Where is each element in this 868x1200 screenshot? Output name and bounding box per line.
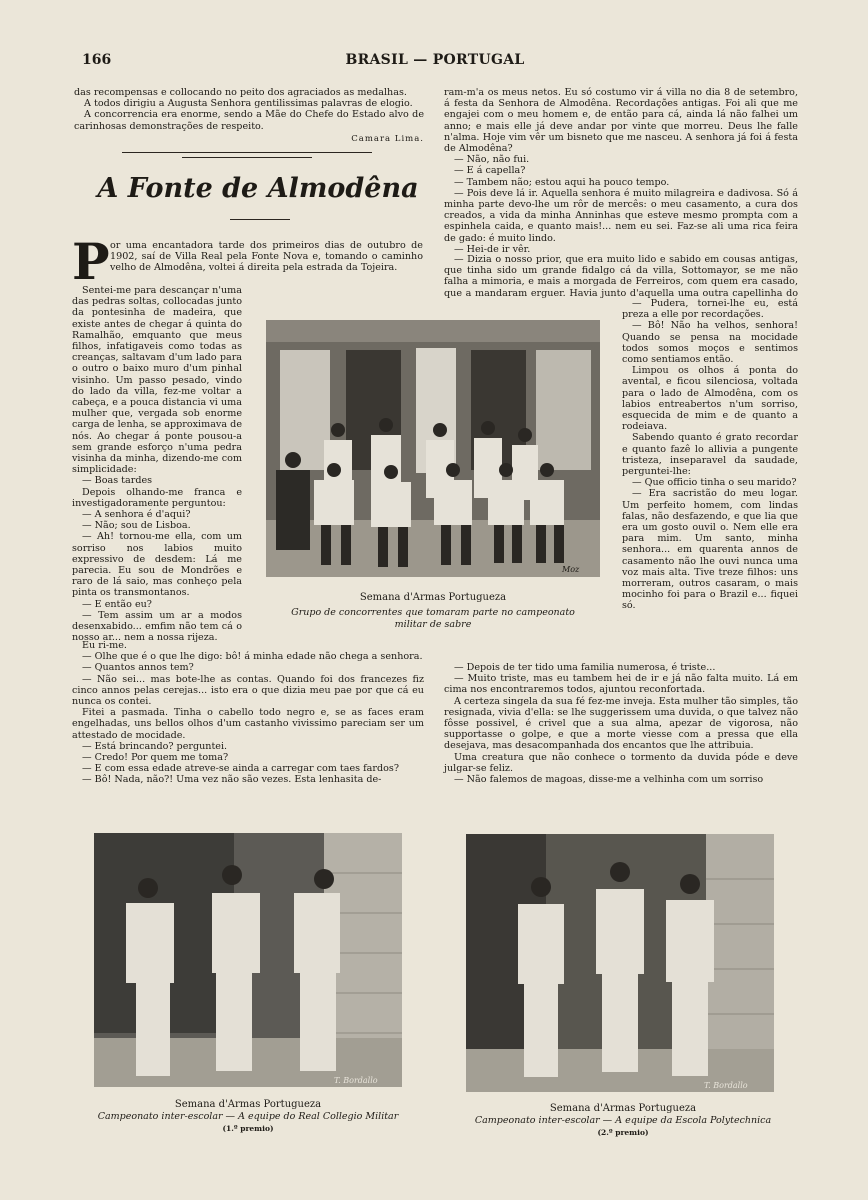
intro-text	[74, 87, 424, 145]
dialogue-line: — A senhora é d'aqui?	[82, 509, 191, 521]
intro-line: A todos dirigiu a Augusta Senhora gentilissimas palavras de elogio.	[84, 98, 413, 110]
dialogue-line: — Muito triste, mas eu tambem hei de ir e já não falta muito. Lá em cima nos encontraremos todos, ajuntou reconfortada.	[444, 673, 798, 696]
caption-subtitle: militar de sabre	[394, 619, 472, 630]
caption-title: Semana d'Armas Portugueza	[549, 1103, 697, 1114]
paragraph: Limpou os olhos á ponta do avental, e ficou silenciosa, voltada para o lado de Almodêna, com os labios entreabertos n'um sorriso, esquecida de mim e de quanto a rodeiava.	[622, 365, 798, 433]
section-divider	[182, 157, 312, 158]
page-header	[72, 52, 798, 72]
dialogue-line: — Quantos annos tem?	[82, 662, 194, 674]
page-number: 166	[82, 52, 112, 68]
right-column-top	[444, 87, 798, 255]
dialogue-line: — E á capella?	[454, 165, 526, 177]
title-underline	[230, 219, 290, 220]
photo-escola-polytechnica	[466, 834, 774, 1092]
dialogue-line: — Pudera, tornei-lhe eu, está preza a elle por recordações.	[622, 298, 798, 321]
paragraph: Uma creatura que não conhece o tormento da duvida póde e deve julgar-se feliz.	[444, 751, 798, 774]
dialogue-line: — Olhe que é o que lhe digo: bô! á minha edade não chega a senhora.	[82, 651, 423, 663]
dialogue-line: — Era sacristão do meu logar. Um perfeito homem, com lindas falas, não desfazendo, e que lia que era um gosto ouvil o. Nem elle era para mim. Um santo, minha senhora... em quarenta annos de casamento não lhe ouvi nunca uma voz mais alta. Tive treze filhos: uns morreram, outros casaram, o mais mocinho foi para o Brazil e... fiquei só.	[622, 488, 798, 612]
left-column-lower	[72, 640, 424, 786]
right-column-lower	[444, 662, 798, 785]
paragraph: ram-m'a os meus netos. Eu só costumo vir á villa no dia 8 de setembro, á festa da Senhora de Almodêna. Recordações antigas. Foi ali que me engajei com o meu homem e, de então para cá, ainda lá não falhei um anno; e mais elle já deve andar por vinte que morreu. Deus lhe falle n'alma. Hoje vim vêr um bisneto que me nasceu. A senhora já foi á festa de Almodêna?	[444, 87, 798, 155]
paragraph: or uma encantadora tarde dos primeiros dias de outubro de 1902, saí de Villa Real pela Fonte Nova e, tomando o caminho velho de Almodêna, voltei á direita pela estrada da Tojeira.	[110, 240, 423, 274]
right-column-mid	[444, 254, 798, 298]
intro-line: das recompensas e collocando no peito dos agraciados as medalhas.	[74, 87, 407, 98]
dialogue-line: — Não sei... mas bote-lhe as contas. Quando foi dos francezes fiz cinco annos pelas cerejas... isto era o que dizia meu pae por que cá eu nunca os contei.	[72, 673, 424, 708]
dialogue-line: — Pois deve lá ir. Aquella senhora é muito milagreira e dadivosa. Só á minha parte devo-lhe um rôr de mercês: o meu casamento, a cura dos creados, a vida da minha Anninhas que esteve mesmo prompta com a espinhela caida, e quanto mais!... nem eu sei. Faz-se ali uma rica feira de gado: é muito lindo.	[444, 187, 798, 244]
dialogue-line: — E então eu?	[82, 598, 152, 610]
paragraph: Depois olhando-me franca e investigadoramente perguntou:	[72, 486, 242, 509]
caption-prize: (1.º premio)	[222, 1124, 274, 1133]
caption-bottom-right	[456, 1103, 790, 1139]
dialogue-line: — Tem assim um ar a modos desenxabido... emfim não tem cá o nosso ar... nem a nossa rijeza.	[72, 609, 242, 644]
photo-fencing-group-image	[266, 320, 600, 577]
masthead: BRASIL — PORTUGAL	[345, 52, 525, 68]
dialogue-line: — Ah! tornou-me ella, com um sorriso nos labios muito expressivo de desdem: Lá me parecia. Eu sou de Mondrões e raro de lá saio, mas conheço pela pinta os transmontanos.	[72, 531, 242, 599]
caption-subtitle: Campeonato inter-escolar — A equipe do Real Collegio Militar	[97, 1111, 399, 1122]
caption-subtitle: Grupo de concorrentes que tomaram parte no campeonato	[291, 607, 575, 618]
caption-title: Semana d'Armas Portugueza	[359, 592, 507, 603]
photo-collegio-militar-image	[94, 833, 402, 1087]
photo-signature: T. Bordallo	[334, 1076, 378, 1085]
left-column-narrow	[72, 285, 242, 644]
dialogue-line: — Bô! Não ha velhos, senhora! Quando se pensa na mocidade todos somos moços e sentimos como sentiamos então.	[622, 320, 798, 366]
paragraph: A certeza singela da sua fé fez-me inveja. Esta mulher tão simples, tão resignada, vivia d'ella: se lhe suggerissem uma duvida, o que talvez não fôsse possivel, é crivel que a sua alma, apezar de vigorosa, não supportasse o golpe, e que a morte viesse com a pressa que ella desejava, mas desacompanhada dos encantos que lhe attribuia.	[444, 695, 798, 752]
dialogue-line: — Depois de ter tido uma familia numerosa, é triste...	[454, 662, 716, 673]
section-divider	[122, 152, 372, 153]
caption-subtitle: Campeonato inter-escolar — A equipe da Escola Polytechnica	[474, 1115, 772, 1126]
photo-collegio-militar	[94, 833, 402, 1087]
paragraph: Sabendo quanto é grato recordar e quanto fazê lo allivia a pungente tristeza, inseparavel da saudade, perguntei-lhe:	[622, 432, 798, 478]
dialogue-line: — Tambem não; estou aqui ha pouco tempo.	[454, 176, 670, 188]
caption-bottom-left	[82, 1099, 414, 1135]
caption-title: Semana d'Armas Portugueza	[174, 1099, 322, 1110]
dialogue-line: — E com essa edade atreve-se ainda a carregar com taes fardos?	[82, 763, 399, 775]
photo-signature: T. Bordallo	[704, 1081, 748, 1090]
right-column-narrow	[622, 298, 798, 658]
dialogue-line: — Não falemos de magoas, disse-me a velhinha com um sorriso	[454, 774, 764, 786]
intro-line: A concorrencia era enorme, sendo a Mãe do Chefe do Estado alvo de carinhosas demonstrações de respeito.	[74, 109, 424, 132]
photo-signature: Moz	[562, 565, 580, 574]
intro-signature: Camara Lima.	[351, 133, 424, 144]
dialogue-line: — Não, não fui.	[454, 154, 530, 166]
dialogue-line: — Que officio tinha o seu marido?	[632, 477, 797, 489]
caption-center	[266, 592, 600, 631]
dialogue-line: — Dizia o nosso prior, que era muito lido e sabido em cousas antigas, que tinha sido um grande fidalgo cá da villa, Sottomayor, se me não falha a mimoria, e mais a morgada de Ferreiros, com quem era casado, que a mandaram erguer. Havia junto d'aquella uma outra capellinha do	[444, 254, 798, 298]
dialogue-line: — Não; sou de Lisboa.	[82, 520, 191, 532]
article-lead	[110, 240, 423, 274]
paragraph: Eu ri-me.	[82, 640, 127, 651]
dialogue-line: — Bô! Nada, não?! Uma vez não são vezes. Esta lenhasita de-	[82, 774, 382, 786]
drop-cap: P	[72, 232, 110, 291]
dialogue-line: — Boas tardes	[82, 475, 153, 487]
article-title: A Fonte de Almodêna	[97, 173, 419, 204]
paragraph: Sentei-me para descançar n'uma das pedras soltas, collocadas junto da pontesinha de madeira, que existe antes de chegar á quinta do Ramalhão, emquanto que meus filhos, infatigaveis como todas as creanças, saltavam d'um lado para o outro o baixo muro d'um pinhal visinho. Um passo pesado, vindo do lado da villa, fez-me voltar a cabeça, e a pouca distancia vi uma mulher que, vergada sob enorme carga de lenha, se approximava de nós. Ao chegar á ponte pousou-a sem grande esforço n'uma pedra visinha da minha, dizendo-me com simplicidade:	[72, 285, 242, 476]
dialogue-line: — Hei-de ir vêr.	[454, 243, 531, 255]
dialogue-line: — Credo! Por quem me toma?	[82, 752, 229, 764]
caption-prize: (2.º premio)	[597, 1128, 649, 1137]
photo-escola-polytechnica-image	[466, 834, 774, 1092]
dialogue-line: — Está brincando? perguntei.	[82, 740, 228, 752]
paragraph: Fitei a pasmada. Tinha o cabello todo negro e, se as faces eram engelhadas, uns bellos olhos d'um castanho vivissimo pareciam ser um attestado de mocidade.	[72, 707, 424, 741]
photo-fencing-group	[266, 320, 600, 577]
